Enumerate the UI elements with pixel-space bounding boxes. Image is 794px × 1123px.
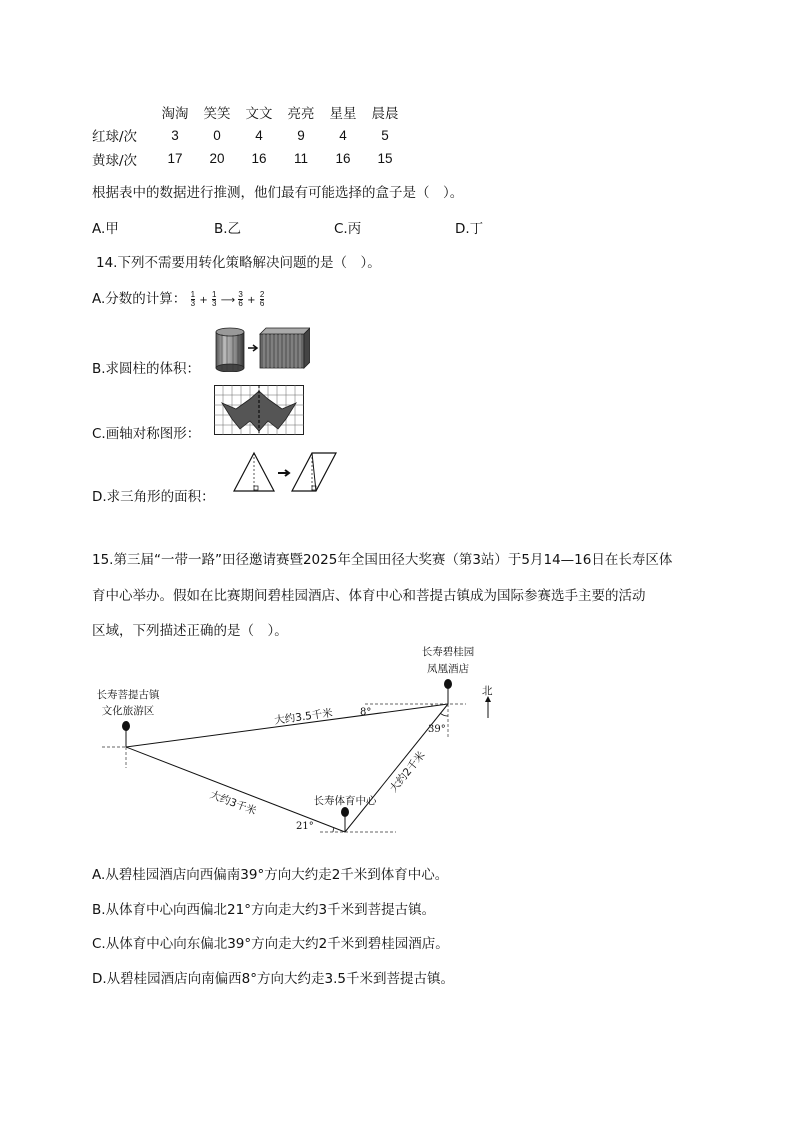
table-cell: 9	[297, 127, 305, 143]
table-cell: 3	[171, 127, 179, 143]
north-arrow-icon	[485, 696, 491, 718]
table-cell: 16	[335, 151, 351, 167]
table-cell: 4	[339, 127, 347, 143]
q14-option-a-label: A.分数的计算：	[92, 291, 187, 307]
angle-21-label: 21°	[296, 821, 314, 832]
table-cell: 20	[209, 151, 225, 167]
angle-39-label: 39°	[428, 724, 446, 735]
row-label: 红球/次	[92, 129, 138, 146]
q13-stem: 根据表中的数据进行推测，他们最有可能选择的盒子是（ ）。	[92, 185, 464, 201]
table-cell: 4	[255, 127, 263, 143]
q13-option-d[interactable]: D.丁	[455, 221, 484, 237]
cylinder-transform-figure	[214, 326, 310, 372]
q15-stem-line1: 15.第三届“一带一路”田径邀请赛暨2025年全国田径大奖赛（第3站）于5月14—16日在长寿区体	[92, 552, 673, 568]
angle-8-label: 8°	[360, 707, 372, 718]
plus-sign: +	[247, 295, 256, 306]
center-name: 长寿体育中心	[313, 795, 377, 807]
hotel-name-line2: 凤凰酒店	[427, 663, 469, 675]
q13-option-b[interactable]: B.乙	[214, 221, 242, 237]
hotel-name-line1: 长寿碧桂园	[421, 646, 475, 658]
q15-option-d[interactable]: D.从碧桂园酒店向南偏西8°方向大约走3.5千米到菩提古镇。	[92, 971, 454, 987]
fraction: $\frac{3}{6}$	[238, 289, 243, 308]
table-header: 淘淘	[161, 105, 189, 122]
q14-option-a[interactable]	[92, 287, 264, 313]
table-corner	[92, 100, 154, 124]
plus-sign: +	[199, 295, 208, 306]
q15-option-a[interactable]: A.从碧桂园酒店向西偏南39°方向大约走2千米到体育中心。	[92, 867, 449, 883]
q14-option-b[interactable]: B.求圆柱的体积：	[92, 361, 201, 377]
q15-option-c[interactable]: C.从体育中心向东偏北39°方向走大约2千米到碧桂园酒店。	[92, 936, 449, 952]
table-cell: 17	[167, 151, 183, 167]
fraction: $\frac{1}{3}$	[212, 289, 217, 308]
route-town-hotel	[126, 704, 448, 747]
table-cell: 15	[377, 151, 393, 167]
q15-option-b[interactable]: B.从体育中心向西偏北21°方向走大约3千米到菩提古镇。	[92, 902, 436, 918]
row-label: 黄球/次	[92, 152, 138, 169]
q15-stem-line2: 育中心举办。假如在比赛期间碧桂园酒店、体育中心和菩提古镇成为国际参赛选手主要的活动	[92, 588, 646, 604]
pin-icon	[122, 721, 130, 747]
pin-icon	[444, 679, 452, 704]
table-cell: 16	[251, 151, 267, 167]
table-header: 晨晨	[371, 105, 399, 122]
distance-town-center: 大约3千米	[208, 788, 258, 818]
table-header: 文文	[245, 105, 273, 122]
table-cell: 0	[213, 127, 221, 143]
table-cell: 5	[381, 127, 389, 143]
town-name-line2: 文化旅游区	[101, 705, 155, 717]
table-cell: 11	[293, 151, 308, 167]
fraction: $\frac{1}{3}$	[190, 289, 196, 308]
location-map	[80, 640, 520, 860]
symmetric-figure-grid	[214, 385, 304, 435]
q13-option-a[interactable]: A.甲	[92, 221, 119, 237]
table-header: 星星	[329, 105, 357, 122]
ball-table	[92, 100, 406, 171]
route-town-center	[126, 747, 345, 832]
triangle-to-parallelogram-figure	[230, 449, 340, 495]
table-row	[92, 147, 406, 171]
q14-stem: 14.下列不需要用转化策略解决问题的是（ ）。	[96, 255, 381, 271]
north-label: 北	[482, 685, 493, 697]
q13-option-c[interactable]: C.丙	[334, 221, 362, 237]
table-header: 亮亮	[287, 105, 315, 122]
table-header: 笑笑	[203, 105, 231, 122]
town-name-line1: 长寿菩提古镇	[96, 689, 160, 701]
arrow-icon: ⟶	[220, 295, 235, 306]
q15-stem-line3: 区域，下列描述正确的是（ ）。	[92, 623, 288, 639]
table-row	[92, 124, 406, 148]
q14-option-d[interactable]: D.求三角形的面积：	[92, 489, 215, 505]
q14-option-c[interactable]: C.画轴对称图形：	[92, 426, 201, 442]
fraction: $\frac{2}{6}$	[259, 289, 265, 308]
table-header-row	[92, 100, 406, 124]
distance-town-hotel: 大约3.5千米	[273, 707, 334, 727]
distance-hotel-center: 大约2千米	[387, 749, 428, 795]
